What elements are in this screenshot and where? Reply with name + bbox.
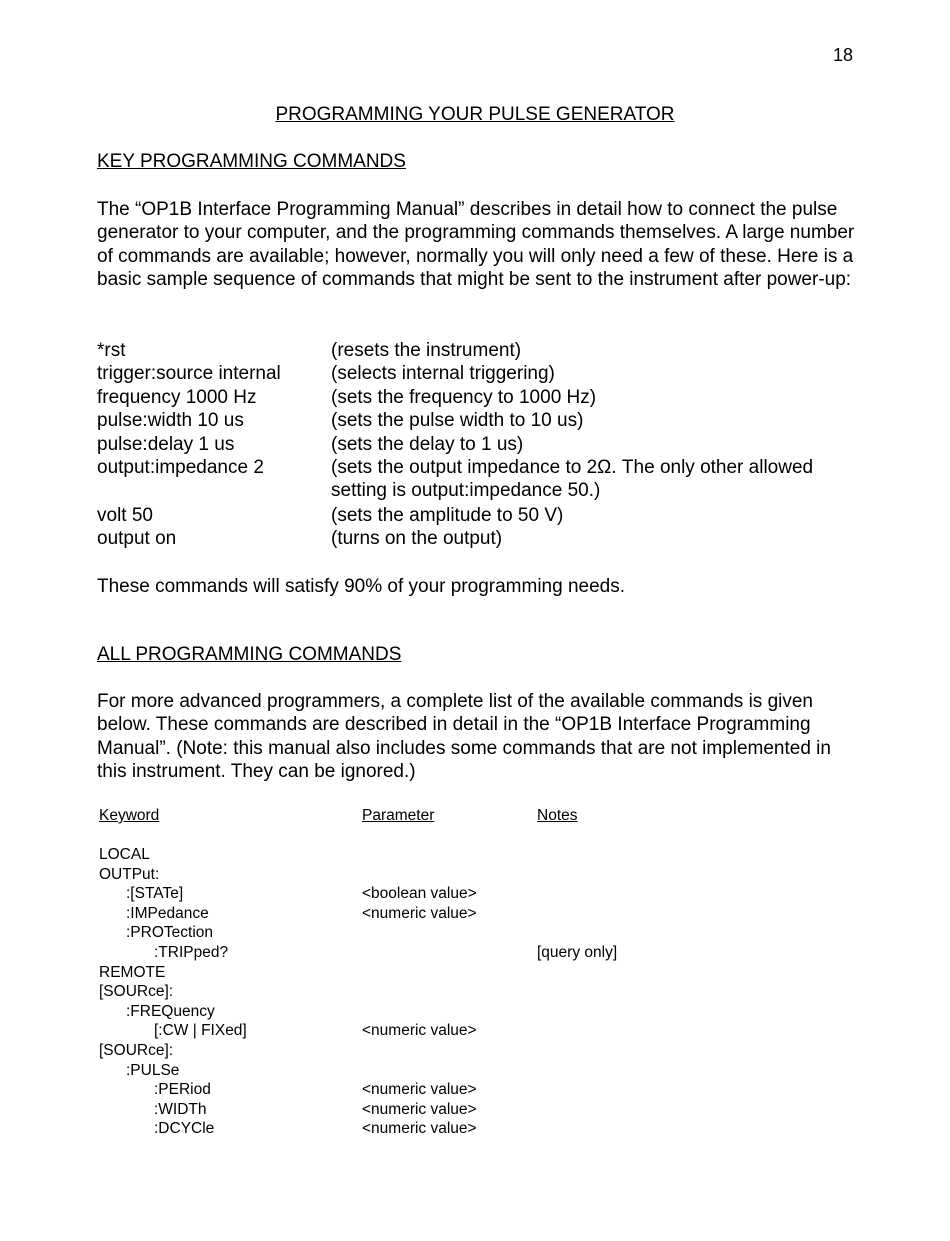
table-row <box>99 943 859 963</box>
command-description: (resets the instrument) <box>331 340 522 361</box>
keyword-cell: :DCYCle <box>154 1120 215 1138</box>
key-commands-summary: These commands will satisfy 90% of your programming needs. <box>97 576 626 597</box>
parameter-cell: <boolean value> <box>362 885 477 903</box>
table-row <box>99 1061 859 1081</box>
command-text: trigger:source internal <box>97 363 281 385</box>
table-row <box>99 923 859 943</box>
command-text: output on <box>97 528 177 550</box>
parameter-column-header: Parameter <box>362 807 435 824</box>
parameter-cell: <numeric value> <box>362 904 477 922</box>
parameter-cell: <numeric value> <box>362 1022 477 1040</box>
parameter-cell: <numeric value> <box>362 1100 477 1118</box>
parameter-cell: <numeric value> <box>362 1120 477 1138</box>
keyword-cell: :PERiod <box>154 1081 211 1099</box>
table-row <box>99 963 859 983</box>
command-text: frequency 1000 Hz <box>97 386 257 408</box>
table-row <box>99 1080 859 1100</box>
keyword-cell: :PULSe <box>126 1061 180 1079</box>
command-description: (sets the delay to 1 us) <box>331 433 524 455</box>
page-title: PROGRAMMING YOUR PULSE GENERATOR <box>275 104 675 125</box>
parameter-cell: <numeric value> <box>362 1081 477 1099</box>
keyword-cell: LOCAL <box>99 846 150 863</box>
keyword-cell: :FREQuency <box>126 1002 215 1020</box>
command-text: output:impedance 2 <box>97 457 264 478</box>
keyword-cell: OUTPut: <box>99 865 160 883</box>
command-description: (sets the output impedance to 2Ω. The only other allowed setting is output:impedance 50.) <box>331 457 814 502</box>
all-commands-heading: ALL PROGRAMMING COMMANDS <box>97 644 402 665</box>
table-row <box>99 865 859 885</box>
command-description: (sets the pulse width to 10 us) <box>331 410 584 432</box>
keyword-cell: [:CW | FIXed] <box>154 1022 247 1040</box>
keyword-cell: :WIDTh <box>154 1100 207 1118</box>
notes-cell: [query only] <box>537 944 618 961</box>
keyword-column-header: Keyword <box>99 807 160 824</box>
keyword-cell: [SOURce]: <box>99 1042 174 1059</box>
keyword-cell: :IMPedance <box>126 904 209 922</box>
command-description: (turns on the output) <box>331 528 503 550</box>
command-description: (sets the amplitude to 50 V) <box>331 505 564 526</box>
table-row <box>99 1119 859 1139</box>
table-row <box>99 845 859 865</box>
table-row <box>99 1002 859 1022</box>
command-text: pulse:width 10 us <box>97 410 244 432</box>
keyword-cell: REMOTE <box>99 963 166 981</box>
command-description: (sets the frequency to 1000 Hz) <box>331 386 597 408</box>
page-number: 18 <box>833 45 854 65</box>
table-row <box>99 1100 859 1120</box>
all-commands-intro: For more advanced programmers, a complete list of the available commands is given below. These commands are described in detail in the “OP1B Interface Programming Manual”. (Note: this manual also includes some commands that are not implemented in this instrument. They can be ignored.) <box>97 691 831 783</box>
command-description: (selects internal triggering) <box>331 363 555 385</box>
keyword-cell: :[STATe] <box>126 885 184 903</box>
table-row <box>99 904 859 924</box>
command-text: *rst <box>97 340 126 361</box>
table-row <box>99 884 859 904</box>
table-row <box>99 982 859 1002</box>
key-commands-intro: The “OP1B Interface Programming Manual” describes in detail how to connect the pulse generator to your computer, and the programming commands themselves. A large number of commands are available; however, normally you will only need a few of these. Here is a basic sample sequence of commands that might be sent to the instrument after power-up: <box>97 199 855 291</box>
keyword-cell: [SOURce]: <box>99 983 174 1001</box>
table-row <box>99 1021 859 1041</box>
table-row <box>99 1041 859 1061</box>
command-text: pulse:delay 1 us <box>97 433 235 455</box>
key-commands-heading: KEY PROGRAMMING COMMANDS <box>97 151 406 172</box>
command-text: volt 50 <box>97 505 153 526</box>
keyword-cell: :TRIPped? <box>154 944 229 961</box>
notes-column-header: Notes <box>537 807 578 824</box>
keyword-cell: :PROTection <box>126 924 214 942</box>
